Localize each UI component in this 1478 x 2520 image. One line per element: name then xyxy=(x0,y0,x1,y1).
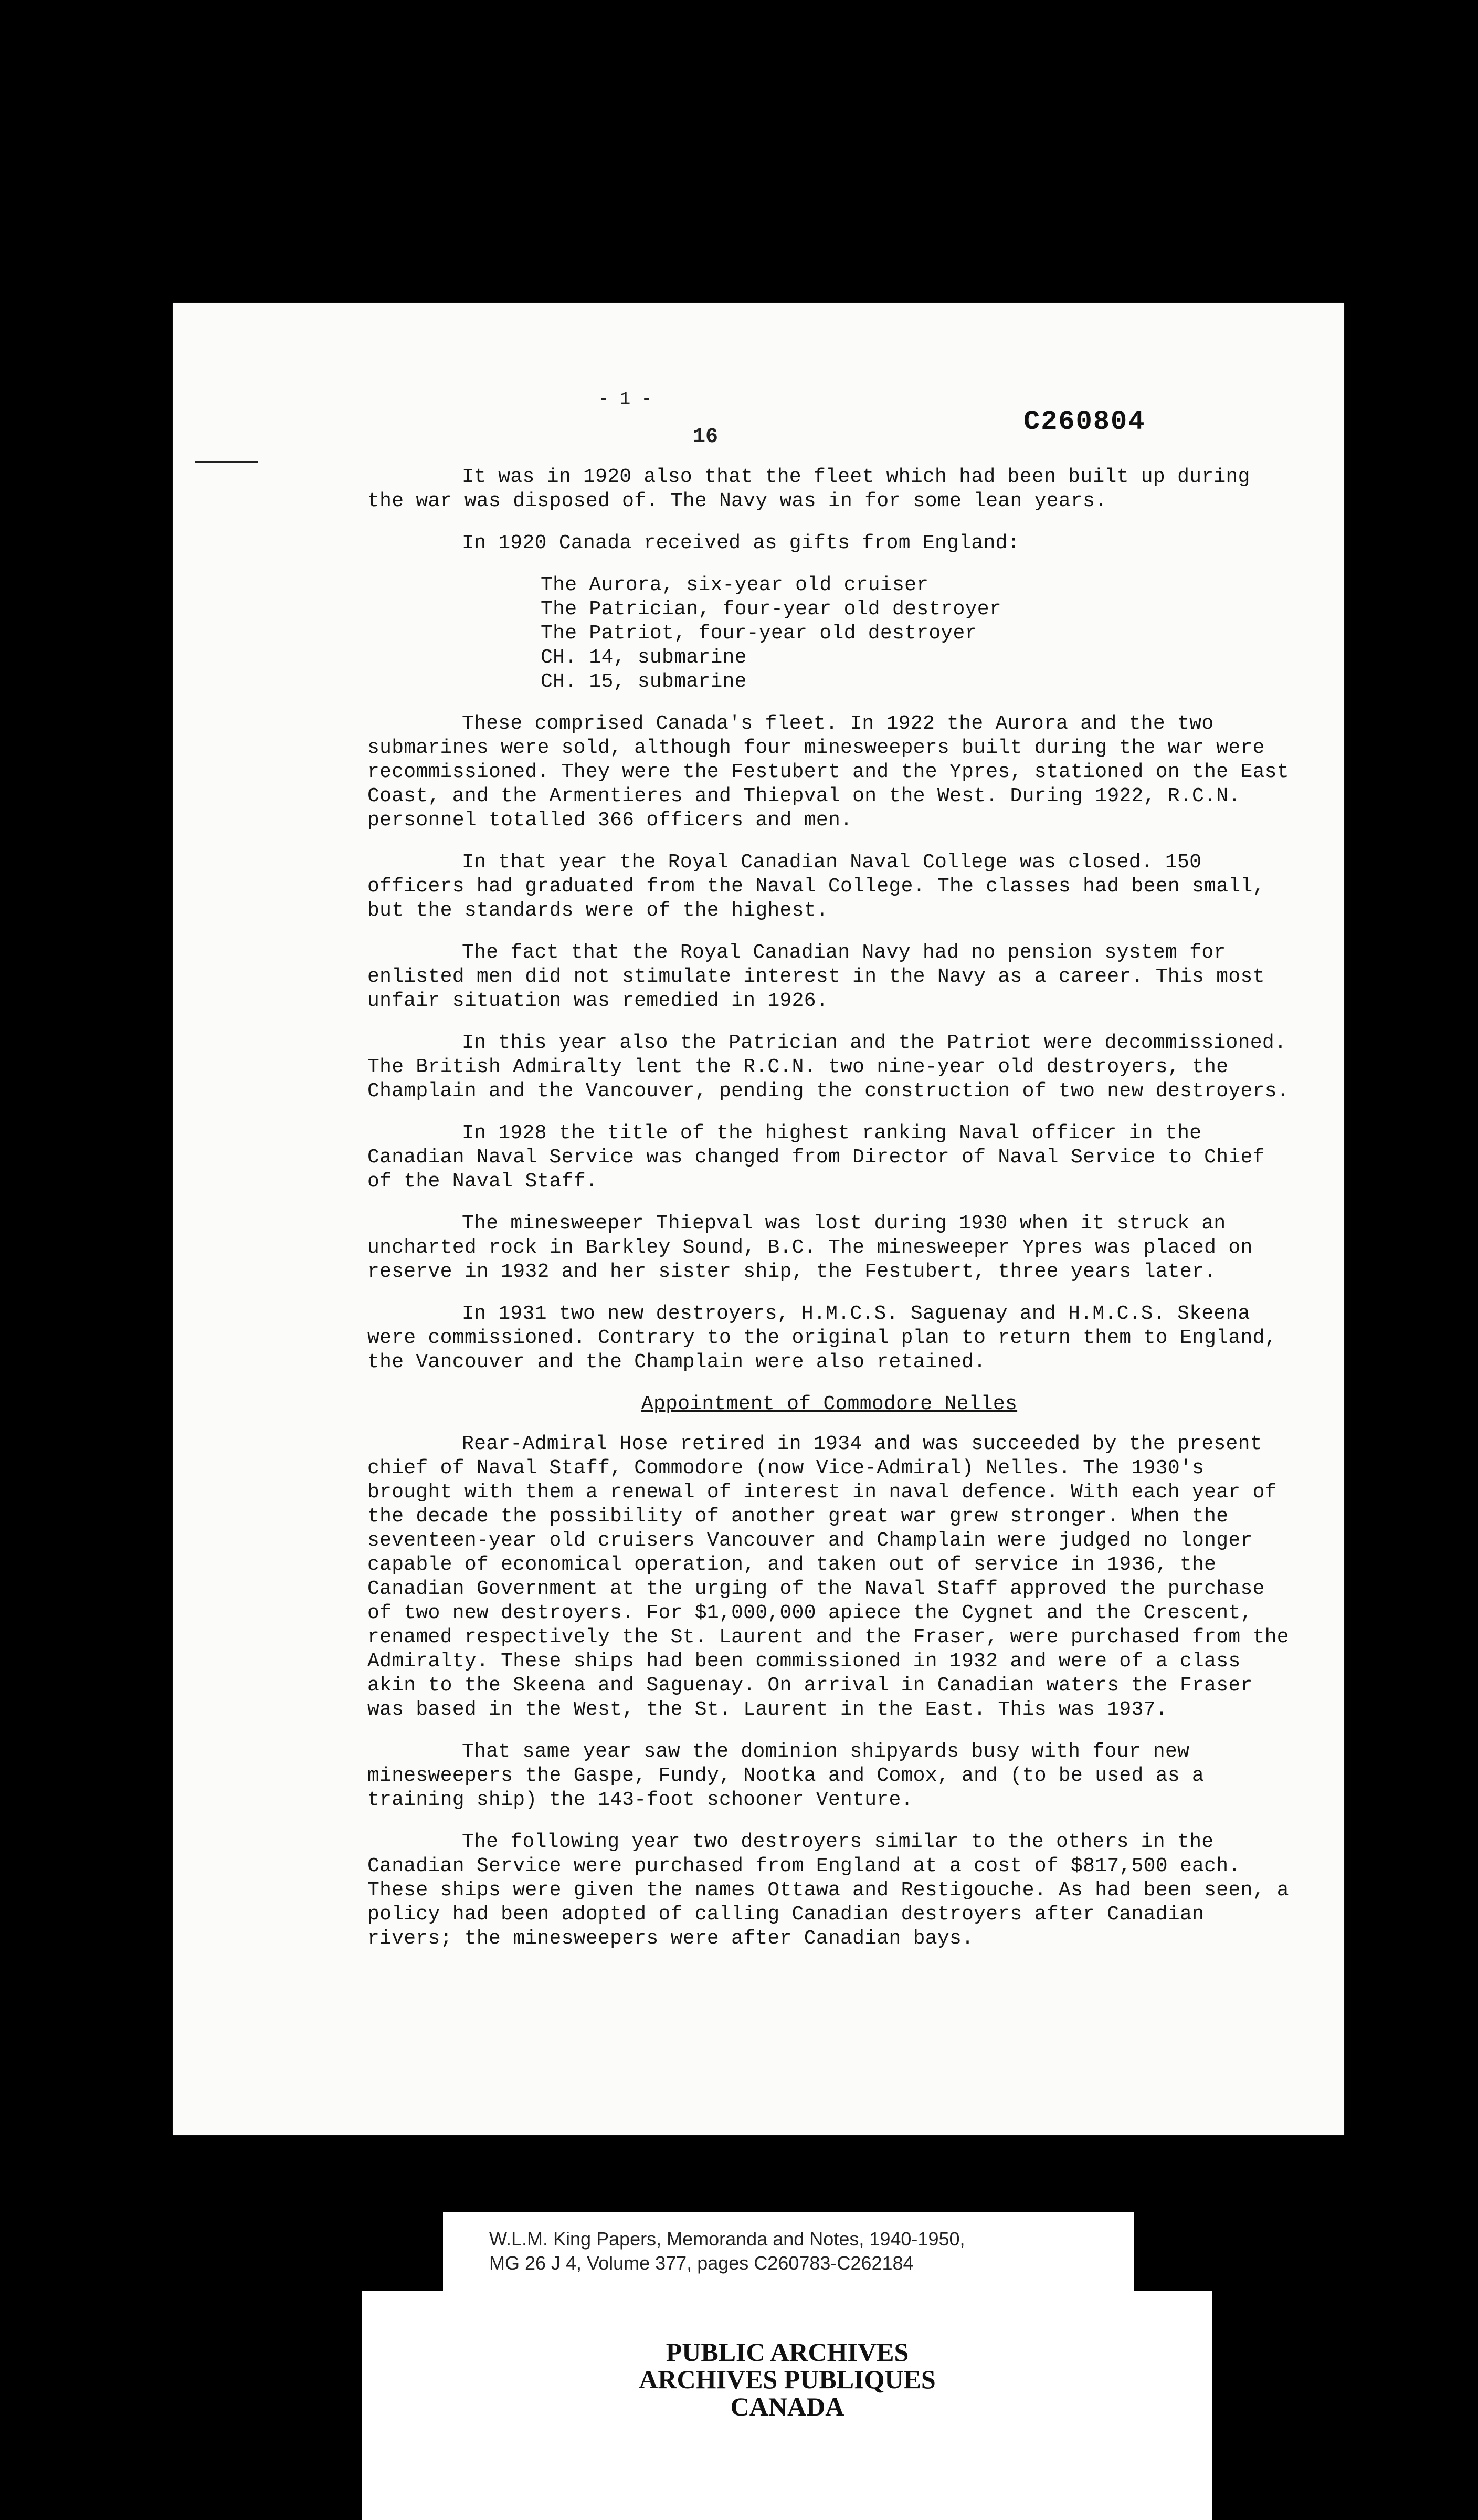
archives-line: CANADA xyxy=(730,2392,844,2421)
paragraph: The minesweeper Thiepval was lost during 1930 when it struck an uncharted rock in Barkley Sound, B.C. The minesweeper Ypres was placed on reserve in 1932 and her sister ship, the Festubert, three years later. xyxy=(367,1212,1253,1283)
paragraph: In this year also the Patrician and the Patriot were decommissioned. The British Admiralty lent the R.C.N. two nine-year old destroyers, the Champlain and the Vancouver, pending the construction of two new destroyers. xyxy=(367,1032,1289,1102)
list-item: The Aurora, six-year old cruiser xyxy=(541,574,929,596)
gift-list xyxy=(367,573,1291,694)
paragraph: The fact that the Royal Canadian Navy had no pension system for enlisted men did not stimulate interest in the Navy as a career. This most unfair situation was remedied in 1926. xyxy=(367,941,1265,1012)
archives-line: ARCHIVES PUBLIQUES xyxy=(639,2365,936,2394)
paragraph: These comprised Canada's fleet. In 1922 the Aurora and the two submarines were sold, although four minesweepers built during the war were recommissioned. They were the Festubert and the Ypres, stationed on the East Coast, and the Armentieres and Thiepval on the West. During 1922, R.C.N. personnel totalled 366 officers and men. xyxy=(367,712,1289,832)
paragraph: It was in 1920 also that the fleet which had been built up during the war was disposed of. The Navy was in for some lean years. xyxy=(367,466,1250,512)
section-heading: Appointment of Commodore Nelles xyxy=(641,1393,1018,1415)
list-item: CH. 15, submarine xyxy=(541,670,747,693)
paragraph: In 1920 Canada received as gifts from England: xyxy=(462,532,1020,554)
paragraph: Rear-Admiral Hose retired in 1934 and was succeeded by the present chief of Naval Staff, Commodore (now Vice-Admiral) Nelles. The 1930's brought with them a renewal of interest in naval defence. With each year of the decade the possibility of another great war grew stronger. When the seventeen-year old cruisers Vancouver and Champlain were judged no longer capable of economical operation, and taken out of service in 1936, the Canadian Government at the urging of the Naval Staff approved the purchase of two new destroyers. For $1,000,000 apiece the Cygnet and the Crescent, renamed respectively the St. Laurent and the Fraser, were purchased from the Admiralty. These ships had been commissioned in 1932 and were of a class akin to the Skeena and Saguenay. On arrival in Canadian waters the Fraser was based in the West, the St. Laurent in the East. This was 1937. xyxy=(367,1433,1289,1721)
page-number: - 1 - xyxy=(598,390,652,410)
paragraph: In that year the Royal Canadian Naval College was closed. 150 officers had graduated from the Naval College. The classes had been small, but the standards were of the highest. xyxy=(367,851,1265,922)
list-item: CH. 14, submarine xyxy=(541,646,747,669)
page-stamp: 16 xyxy=(693,425,719,449)
document-body xyxy=(367,465,1291,1969)
paragraph: In 1931 two new destroyers, H.M.C.S. Saguenay and H.M.C.S. Skeena were commissioned. Contrary to the original plan to return them to England, the Vancouver and the Champlain were also retained. xyxy=(367,1303,1277,1373)
paragraph: That same year saw the dominion shipyards busy with four new minesweepers the Gaspe, Fundy, Nootka and Comox, and (to be used as a training ship) the 143-foot schooner Venture. xyxy=(367,1740,1205,1811)
list-item: The Patriot, four-year old destroyer xyxy=(541,622,977,645)
archive-reference-line: W.L.M. King Papers, Memoranda and Notes, 1940-1950, xyxy=(489,2228,965,2250)
margin-mark xyxy=(195,461,258,463)
document-id: C260804 xyxy=(1023,406,1146,437)
archive-reference-label xyxy=(443,2212,1134,2291)
list-item: The Patrician, four-year old destroyer xyxy=(541,598,1001,621)
archives-stamp xyxy=(362,2291,1212,2520)
paragraph: In 1928 the title of the highest ranking Naval officer in the Canadian Naval Service was changed from Director of Naval Service to Chief of the Naval Staff. xyxy=(367,1122,1265,1193)
paragraph: The following year two destroyers similar to the others in the Canadian Service were purchased from England at a cost of $817,500 each. These ships were given the names Ottawa and Restigouche. As had been seen, a policy had been adopted of calling Canadian destroyers after Canadian rivers; the minesweepers were after Canadian bays. xyxy=(367,1831,1289,1950)
archives-line: PUBLIC ARCHIVES xyxy=(666,2337,909,2367)
archive-reference-line: MG 26 J 4, Volume 377, pages C260783-C262184 xyxy=(489,2252,914,2274)
